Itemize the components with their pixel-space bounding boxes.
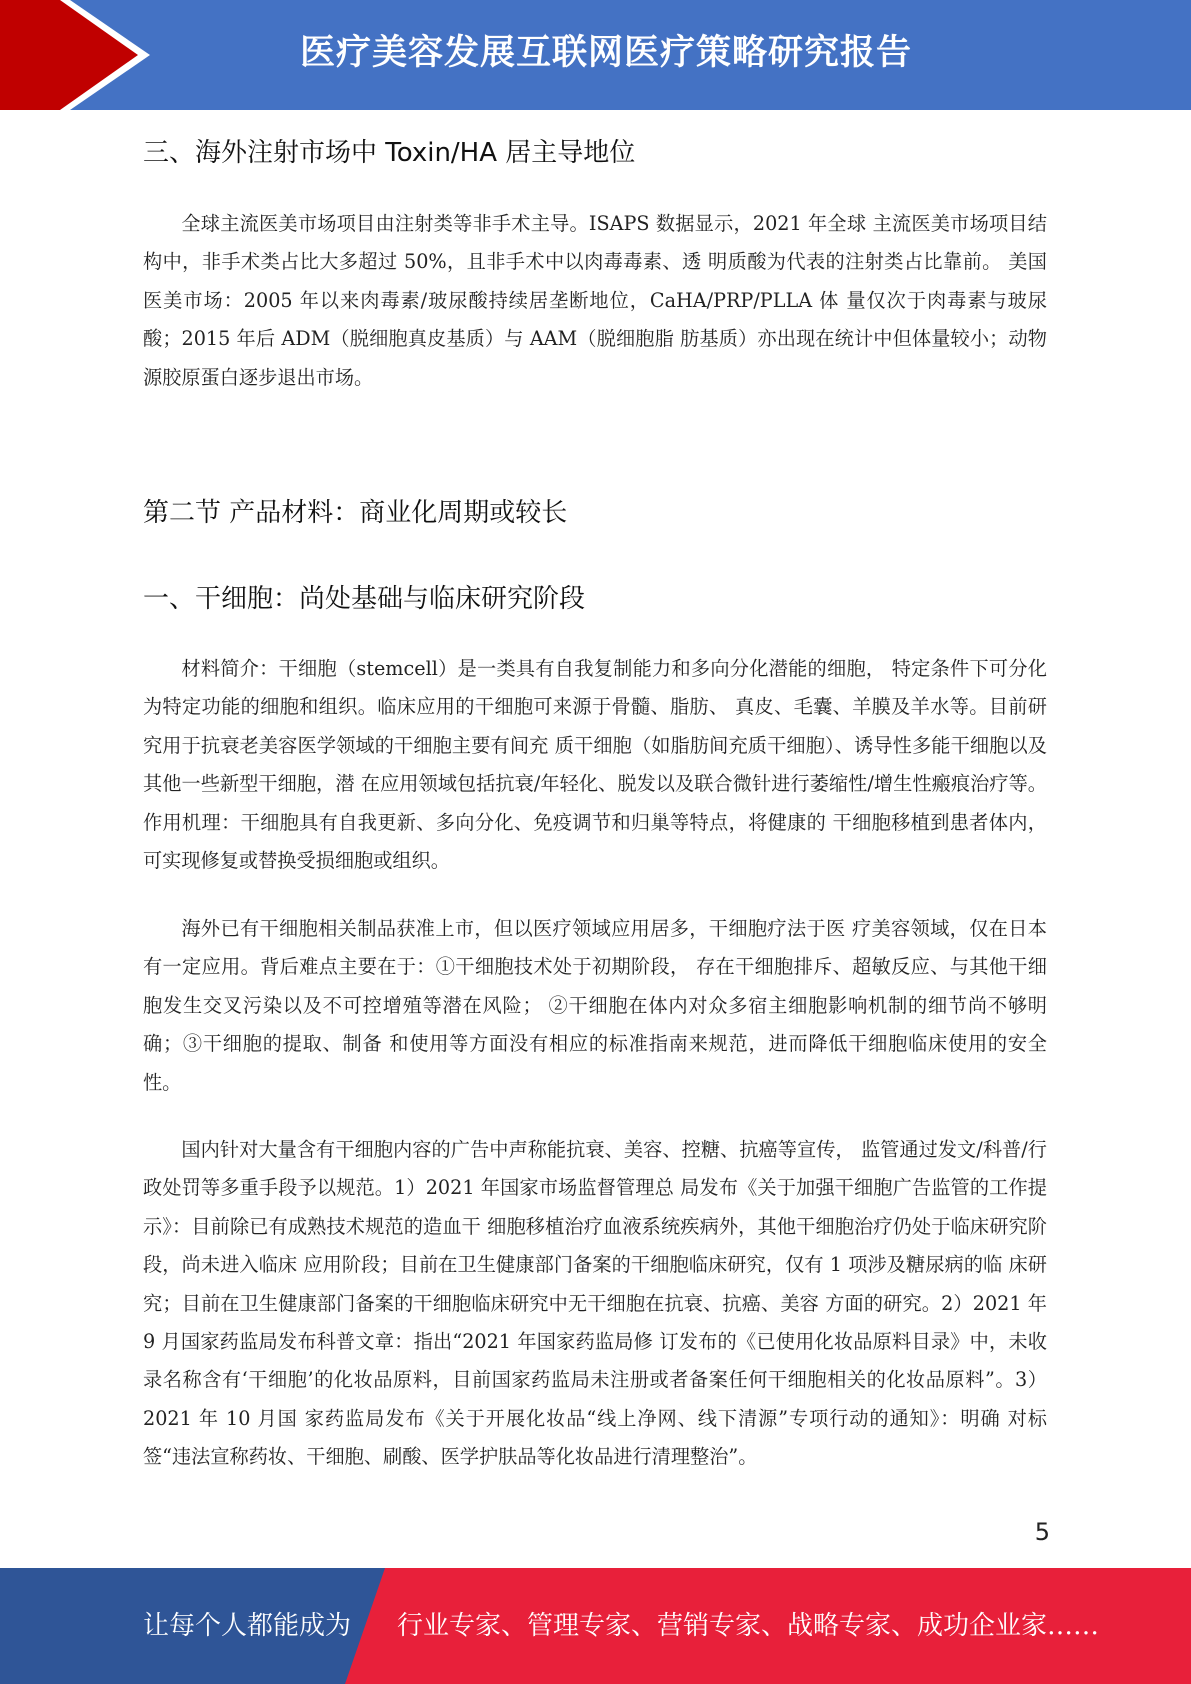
header-arrow-decoration: [0, 0, 160, 110]
paragraph-stem-cell-intro: 材料简介：干细胞（stemcell）是一类具有自我复制能力和多向分化潜能的细胞， 特定条件下可分化为特定功能的细胞和组织。临床应用的干细胞可来源于骨髓、脂肪、 真皮、毛囊、羊膜及羊水等。目前研究用于抗衰老美容医学领域的干细胞主要有间充 质干细胞（如脂肪间充质干细胞）、诱导性多能干细胞以及其他一些新型干细胞，潜 在应用领域包括抗衰/年轻化、脱发以及联合微针进行萎缩性/增生性瘢痕治疗等。 作用机理：干细胞具有自我更新、多向分化、免疫调节和归巢等特点，将健康的 干细胞移植到患者体内，可实现修复或替换受损细胞或组织。: [143, 657, 1047, 873]
footer-slogan-left: 让每个人都能成为: [143, 1611, 352, 1641]
report-title: 医疗美容发展互联网医疗策略研究报告: [300, 33, 913, 73]
paragraph-stem-cell-domestic-regulation: 国内针对大量含有干细胞内容的广告中声称能抗衰、美容、控糖、抗癌等宣传， 监管通过发文/科普/行政处罚等多重手段予以规范。1）2021 年国家市场监督管理总 局发布《关于加强干细胞广告监管的工作提示》：目前除已有成熟技术规范的造血干 细胞移植治疗血液系统疾病外，其他干细胞治疗仍处于临床研究阶段，尚未进入临床 应用阶段；目前在卫生健康部门备案的干细胞临床研究，仅有 1 项涉及糖尿病的临 床研究；目前在卫生健康部门备案的干细胞临床研究中无干细胞在抗衰、抗癌、美容 方面的研究。2）2021 年 9 月国家药监局发布科普文章：指出“2021 年国家药监局修 订发布的《已使用化妆品原料目录》中，未收录名称含有‘干细胞’的化妆品原料，目前国家药监局未注册或者备案任何干细胞相关的化妆品原料”。3）2021 年 10 月国 家药监局发布《关于开展化妆品“线上净网、线下清源”专项行动的通知》：明确 对标签“违法宣称药妆、干细胞、刷酸、医学护肤品等化妆品进行清理整治”。: [143, 1138, 1047, 1469]
footer-slogan-right: 行业专家、管理专家、营销专家、战略专家、成功企业家……: [397, 1611, 1100, 1641]
page-footer: [0, 1568, 1191, 1684]
paragraph-overseas-injection-market: 全球主流医美市场项目由注射类等非手术主导。ISAPS 数据显示，2021 年全球 主流医美市场项目结构中，非手术类占比大多超过 50%，且非手术中以肉毒毒素、透 明质酸为代表的注射类占比靠前。 美国医美市场：2005 年以来肉毒素/玻尿酸持续居垄断地位，CaHA/PRP/PLLA 体 量仅次于肉毒素与玻尿酸；2015 年后 ADM（脱细胞真皮基质）与 AAM（脱细胞脂 肪基质）亦出现在统计中但体量较小；动物源胶原蛋白逐步退出市场。: [143, 212, 1047, 389]
page-header: [0, 0, 1191, 110]
page-number: 5: [1034, 1518, 1050, 1546]
section-heading-stem-cells: 一、干细胞：尚处基础与临床研究阶段: [143, 584, 586, 614]
paragraph-stem-cell-overseas: 海外已有干细胞相关制品获准上市，但以医疗领域应用居多，干细胞疗法于医 疗美容领域，仅在日本有一定应用。背后难点主要在于：①干细胞技术处于初期阶段， 存在干细胞排斥、超敏反应、与其他干细胞发生交叉污染以及不可控增殖等潜在风险； ②干细胞在体内对众多宿主细胞影响机制的细节尚不够明确；③干细胞的提取、制备 和使用等方面没有相应的标准指南来规范，进而降低干细胞临床使用的安全性。: [143, 917, 1047, 1094]
section-heading-product-materials: 第二节 产品材料：商业化周期或较长: [143, 498, 568, 528]
section-heading-toxin-ha: 三、海外注射市场中 Toxin/HA 居主导地位: [143, 138, 636, 168]
